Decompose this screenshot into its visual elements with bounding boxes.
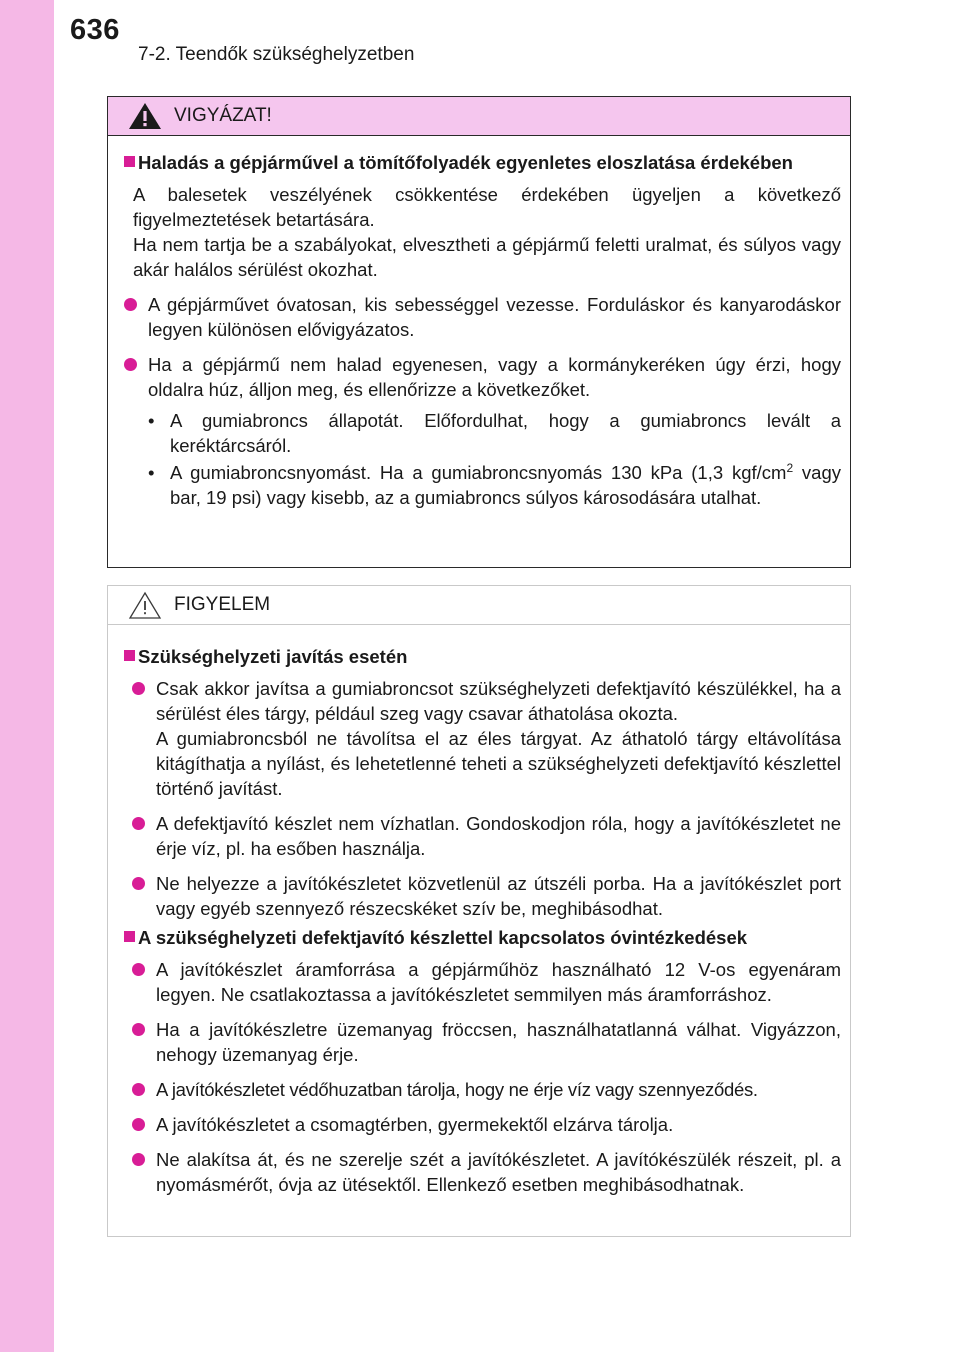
notice-header xyxy=(108,586,850,625)
bullet-dot-icon xyxy=(132,1023,145,1036)
notice-body xyxy=(108,625,850,1197)
intro-line-1: A balesetek veszélyének csökkentése érdekében ügyeljen a következő figyelmeztetések betartására. xyxy=(133,184,841,230)
list-item xyxy=(132,1147,841,1197)
list-item-text: A gépjárművet óvatosan, kis sebességgel vezesse. Forduláskor és kanyarodáskor legyen különösen elővigyázatos. xyxy=(148,294,841,340)
bullet-dot-icon xyxy=(132,817,145,830)
caution-box xyxy=(107,96,851,568)
list-item xyxy=(124,352,841,402)
list-item-text: Ne helyezze a javítókészletet közvetlenül az útszéli porba. Ha a javítókészlet port vagy egyéb szennyező részecskéket szív be, meghibásodhat. xyxy=(156,873,841,919)
bullet-dot-icon xyxy=(132,877,145,890)
list-item xyxy=(132,957,841,1007)
bullet-dot-icon xyxy=(132,1083,145,1096)
bullet-dot-icon xyxy=(124,298,137,311)
list-item xyxy=(132,676,841,801)
sub-list-item xyxy=(124,460,841,510)
list-item-text: A javítókészletet a csomagtérben, gyermekektől elzárva tárolja. xyxy=(156,1114,674,1135)
sub-bullet-mark: • xyxy=(148,410,155,431)
warning-triangle-filled-icon xyxy=(128,102,162,130)
page-number: 636 xyxy=(70,14,120,46)
section-title: Haladás a gépjárművel a tömítőfolyadék egyenletes eloszlatása érdekében xyxy=(138,152,793,173)
notice-box xyxy=(107,585,851,1237)
sub-list-item-text: A gumiabroncsnyomást. Ha a gumiabroncsnyomás 130 kPa (1,3 kgf/cm xyxy=(170,462,787,483)
notice-title: FIGYELEM xyxy=(174,594,271,615)
section-heading xyxy=(124,925,841,950)
bullet-dot-icon xyxy=(132,682,145,695)
sub-list-item-text-cont: vagy bar, 19 psi) vagy kisebb, az a gumiabroncs súlyos károsodására utalhat. xyxy=(170,462,842,508)
list-item-text: A javítókészletet védőhuzatban tárolja, hogy ne érje víz vagy szennyeződés. xyxy=(156,1079,758,1100)
warning-triangle-outline-icon xyxy=(128,591,162,619)
bullet-dot-icon xyxy=(132,1118,145,1131)
list-item-text: Csak akkor javítsa a gumiabroncsot szükséghelyzeti defektjavító készülékkel, ha a sérülést éles tárgy, például szeg vagy csavar áthatolása okozta. xyxy=(156,678,841,724)
list-item xyxy=(132,1112,841,1137)
list-item xyxy=(132,811,841,861)
list-item-text: A javítókészlet áramforrása a gépjárműhöz használható 12 V-os egyenáram legyen. Ne csatlakoztassa a javítókészletet semmilyen más áramforráshoz. xyxy=(156,959,841,1005)
list-item xyxy=(124,292,841,342)
list-item-text-cont: A gumiabroncsból ne távolítsa el az éles tárgyat. Az áthatoló tárgy eltávolítása kitágíthatja a nyílást, és lehetetlenné teheti a szükséghelyzeti defektjavító készlettel történő javítást. xyxy=(156,728,841,799)
chapter-title: 7-2. Teendők szükséghelyzetben xyxy=(138,44,415,65)
superscript: 2 xyxy=(786,460,794,475)
list-item-text: Ne alakítsa át, és ne szerelje szét a javítókészletet. A javítókészülék részeit, pl. a nyomásmérőt, óvja az ütésektől. Ellenkező esetben meghibásodhatnak. xyxy=(156,1149,841,1195)
list-item xyxy=(132,1017,841,1067)
caution-header xyxy=(108,97,850,136)
list-item-text: A defektjavító készlet nem vízhatlan. Gondoskodjon róla, hogy a javítókészletet ne érje víz, pl. ha esőben használja. xyxy=(156,813,841,859)
caution-body xyxy=(108,136,850,510)
intro-paragraph xyxy=(124,182,841,282)
sub-bullet-mark: • xyxy=(148,462,155,483)
section-square-icon xyxy=(124,931,135,942)
section-square-icon xyxy=(124,650,135,661)
list-item-text: Ha a javítókészletre üzemanyag fröccsen, használhatatlanná válhat. Vigyázzon, nehogy üzemanyag érje. xyxy=(156,1019,841,1065)
list-item-text: Ha a gépjármű nem halad egyenesen, vagy a kormánykeréken úgy érzi, hogy oldalra húz, álljon meg, és ellenőrizze a következőket. xyxy=(148,354,841,400)
section-title: A szükséghelyzeti defektjavító készlettel kapcsolatos óvintézkedések xyxy=(138,927,748,948)
section-heading xyxy=(124,150,841,175)
section-heading xyxy=(124,644,841,669)
sub-list-item xyxy=(124,408,841,458)
list-item xyxy=(132,1077,841,1102)
bullet-dot-icon xyxy=(124,358,137,371)
section-title: Szükséghelyzeti javítás esetén xyxy=(138,646,408,667)
bullet-dot-icon xyxy=(132,963,145,976)
list-item xyxy=(132,871,841,921)
caution-title: VIGYÁZAT! xyxy=(174,105,272,126)
sub-list-item-text: A gumiabroncs állapotát. Előfordulhat, hogy a gumiabroncs levált a keréktárcsáról. xyxy=(170,410,841,456)
bullet-dot-icon xyxy=(132,1153,145,1166)
side-strip xyxy=(0,0,54,1352)
section-square-icon xyxy=(124,156,135,167)
intro-line-2: Ha nem tartja be a szabályokat, elvesztheti a gépjármű feletti uralmat, és súlyos vagy akár halálos sérülést okozhat. xyxy=(133,234,841,280)
